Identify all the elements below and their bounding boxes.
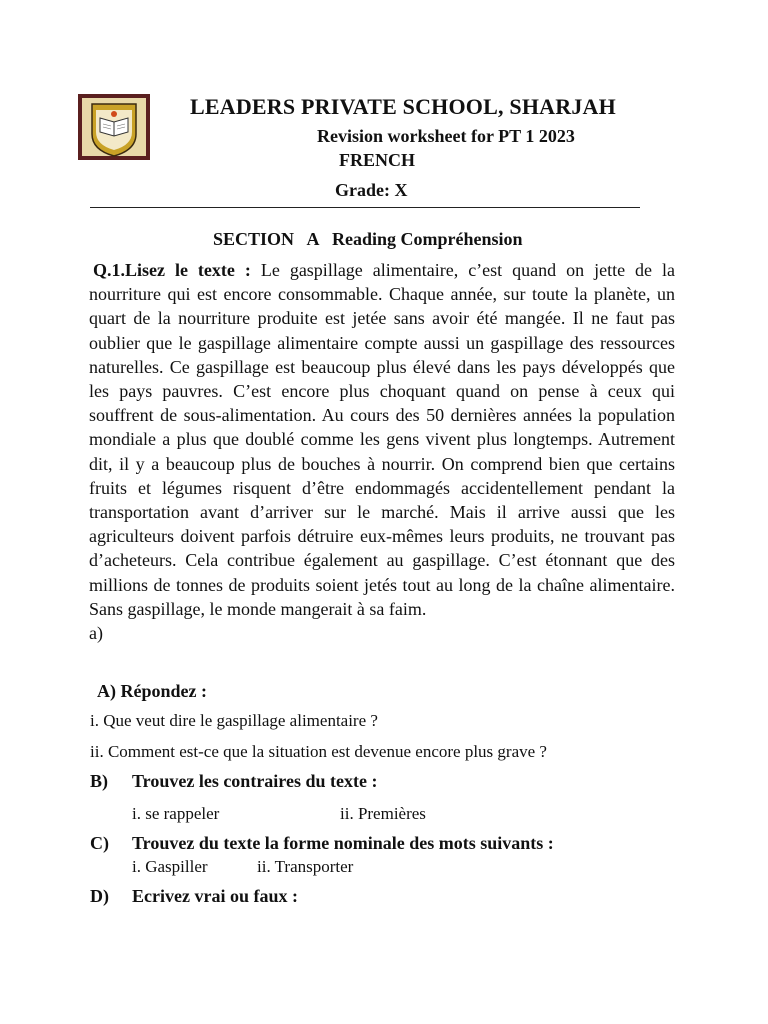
part-b-letter: B): [90, 771, 108, 791]
part-d-heading: [90, 886, 298, 907]
part-a-question-2: ii. Comment est-ce que la situation est devenue encore plus grave ?: [90, 742, 547, 761]
part-c-heading: [90, 833, 554, 854]
section-title: SECTION A Reading Compréhension: [213, 229, 523, 249]
question-label: Q.1.Lisez le texte :: [93, 260, 251, 280]
header-divider: [90, 207, 640, 208]
subject-title: FRENCH: [339, 150, 415, 170]
part-d-letter: D): [90, 886, 109, 906]
passage-trailing: a): [89, 623, 103, 644]
part-b-word-2: ii. Premières: [340, 804, 426, 823]
part-b-word-1: i. se rappeler: [132, 804, 220, 823]
reading-passage: [89, 258, 675, 645]
passage-text: Le gaspillage alimentaire, c’est quand on jette de la nourriture qui est encore consommable. Chaque année, sur toute la planète, un quart de la nourriture produite est jetée sans avoir été mangée. Il ne faut pas oublier que le gaspillage alimentaire compte aussi un gaspillage des ressources naturelles. Ce gaspillage est beaucoup plus élevé dans les pays développés que les pays pauvres. C’est encore plus choquant quand on pense à ceux qui souffrent de sous-alimentation. Au cours des 50 dernières années la population mondiale a plus que doublé comme les gens vivent plus longtemps. Autrement dit, il y a beaucoup plus de bouches à nourrir. On comprend bien que certains fruits et légumes risquent d’être endommagés accidentellement pendant la transportation avant d’arriver sur le marché. Mais il arrive aussi que les agriculteurs doivent parfois détruire eux-mêmes leurs produits, ne trouvant pas d’acheteurs. Cela contribue également au gaspillage. C’est étonnant que des millions de tonnes de produits soient jetés tout au long de la chaîne alimentaire. Sans gaspillage, le monde mangerait à sa faim.: [89, 260, 675, 619]
grade-label: Grade: X: [335, 180, 408, 200]
worksheet-title: Revision worksheet for PT 1 2023: [317, 126, 575, 146]
part-b-heading: [90, 771, 377, 792]
part-c-word-2: ii. Transporter: [257, 857, 354, 876]
part-c-text: Trouvez du texte la forme nominale des mots suivants :: [132, 833, 554, 853]
part-b-text: Trouvez les contraires du texte :: [132, 771, 378, 791]
part-c-word-1: i. Gaspiller: [132, 857, 208, 876]
school-name: LEADERS PRIVATE SCHOOL, SHARJAH: [190, 94, 616, 119]
part-c-letter: C): [90, 833, 109, 853]
part-d-text: Ecrivez vrai ou faux :: [132, 886, 298, 906]
school-crest-icon: [78, 94, 150, 160]
part-a-heading: A) Répondez :: [97, 681, 207, 701]
part-a-question-1: i. Que veut dire le gaspillage alimentaire ?: [90, 711, 378, 730]
